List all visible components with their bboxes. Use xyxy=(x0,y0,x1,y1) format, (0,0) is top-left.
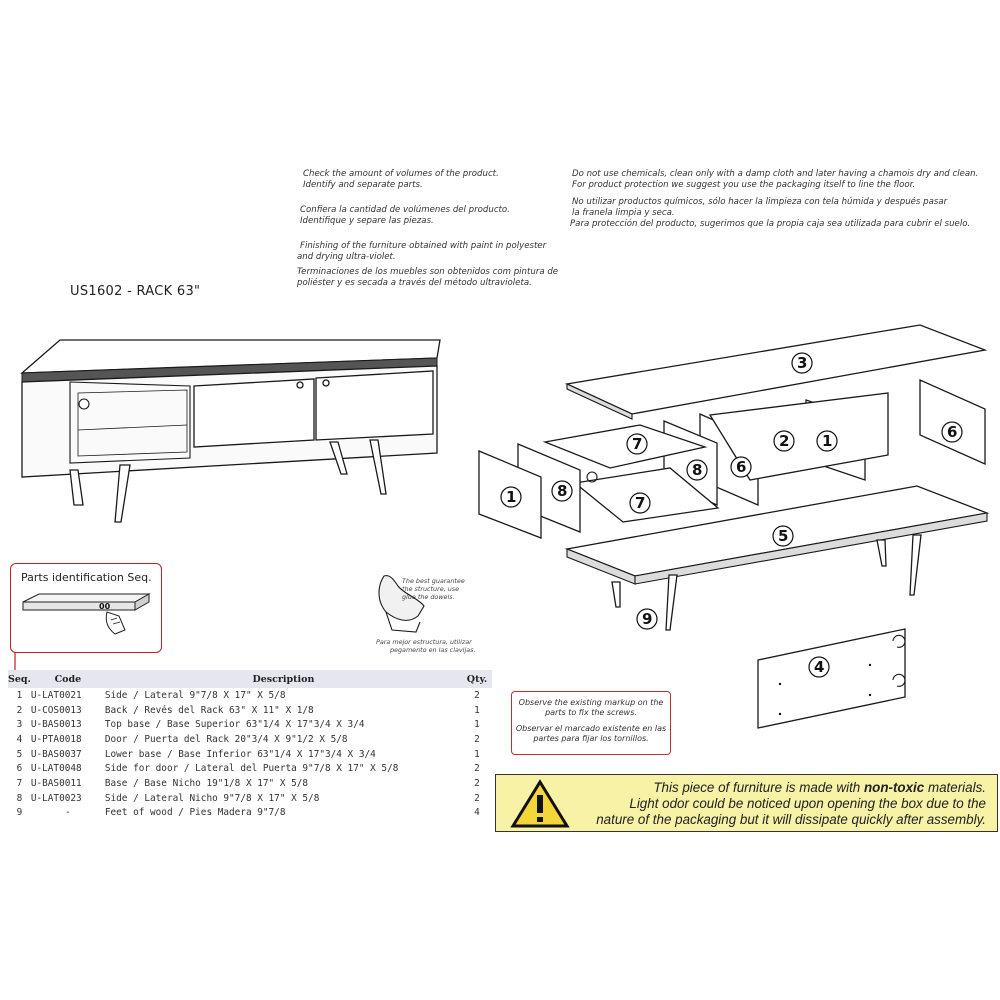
row-description: Side / Lateral 9"7/8 X 17" X 5/8 xyxy=(104,689,286,701)
part-badge-9 xyxy=(637,609,657,629)
part-badge-6-left xyxy=(731,457,751,477)
part-badge-1 xyxy=(501,487,521,507)
part-badge-7-label: 7 xyxy=(632,435,643,453)
warning-line1-bold: non-toxic xyxy=(863,780,925,795)
row-description: Side / Lateral Nicho 9"7/8 X 17" X 5/8 xyxy=(104,792,320,804)
part-badge-8 xyxy=(552,481,572,501)
glue-note-english xyxy=(402,577,465,601)
glue-note-spanish xyxy=(376,638,476,654)
row-code: U-BAS0037 xyxy=(30,748,82,760)
header-seq: Seq. xyxy=(8,670,31,688)
note-line: No utilizar productos químicos, sólo hacer la limpieza con tela húmida y después pasar xyxy=(572,197,948,207)
glue-note-line: The best guarantee xyxy=(402,577,465,585)
warning-icon xyxy=(510,779,570,829)
table-row xyxy=(8,747,492,762)
note-line: poliéster y es secada a través del método ultravioleta. xyxy=(297,278,532,288)
assembled-rack-drawing xyxy=(22,340,440,522)
row-qty: 2 xyxy=(474,763,480,775)
row-description: Back / Revés del Rack 63" X 11" X 1/8 xyxy=(104,704,314,716)
warning-line1-pre: This piece of furniture is made with xyxy=(653,780,864,795)
screw-note-line: Observe the existing markup on the xyxy=(518,698,664,707)
row-code: U-PTA0018 xyxy=(30,733,82,745)
note-line: Identify and separate parts. xyxy=(303,180,423,190)
warning-line1-post: materials. xyxy=(924,780,986,795)
header-code: Code xyxy=(31,670,105,688)
part-badge-6-right xyxy=(942,422,962,442)
row-code: U-COS0013 xyxy=(30,704,82,716)
note-line: Do not use chemicals, clean only with a damp cloth and later having a chamois dry and clean. xyxy=(572,169,979,179)
glue-note-line: glue the dowels. xyxy=(402,593,455,601)
product-title: US1602 - RACK 63" xyxy=(70,284,201,299)
row-code: U-BAS0011 xyxy=(30,777,82,789)
row-qty: 2 xyxy=(474,777,480,789)
non-toxic-warning xyxy=(495,774,998,832)
row-qty: 1 xyxy=(474,704,480,716)
table-header-row xyxy=(8,670,492,688)
row-code: U-LAT0023 xyxy=(30,792,82,804)
part-badge-6-label: 6 xyxy=(736,458,747,476)
row-seq: 4 xyxy=(16,733,23,745)
row-seq: 9 xyxy=(16,807,23,819)
table-row xyxy=(8,776,492,791)
parts-identification-box xyxy=(10,563,162,653)
part-badge-7-label: 7 xyxy=(635,494,646,512)
part-badge-2 xyxy=(774,431,794,451)
part-badge-4 xyxy=(809,657,829,677)
part-badge-5-label: 5 xyxy=(778,527,789,545)
row-seq: 5 xyxy=(16,748,23,760)
part-badge-9-label: 9 xyxy=(642,610,653,628)
glue-note-line: Para mejor estructura, utilizar xyxy=(376,638,472,646)
glue-note-line: pegamento en las clavijas. xyxy=(390,646,476,654)
exploded-view-drawing xyxy=(479,325,987,728)
part-badge-8-label: 8 xyxy=(692,461,703,479)
screw-note-line: partes para fijar los tornillos. xyxy=(533,734,649,743)
row-seq: 8 xyxy=(16,792,23,804)
warning-line3: nature of the packaging but it will dissipate quickly after assembly. xyxy=(596,812,986,827)
part-badge-8-right xyxy=(687,460,707,480)
row-seq: 1 xyxy=(16,689,23,701)
board-sample-drawing xyxy=(11,564,161,652)
table-row xyxy=(8,732,492,747)
row-qty: 1 xyxy=(474,748,480,760)
table-row xyxy=(8,791,492,806)
table-row xyxy=(8,761,492,776)
row-description: Door / Puerta del Rack 20"3/4 X 9"1/2 X 5/8 xyxy=(104,733,348,745)
row-code: - xyxy=(65,807,71,819)
note-line: Identifique y separe las piezas. xyxy=(300,216,434,226)
row-code: U-LAT0021 xyxy=(30,689,82,701)
part-badge-3-label: 3 xyxy=(797,354,808,372)
table-row xyxy=(8,703,492,718)
screw-markup-note xyxy=(511,691,671,755)
note-line: and drying ultra-violet. xyxy=(297,252,396,262)
row-qty: 2 xyxy=(474,689,480,701)
table-row xyxy=(8,806,492,821)
header-description: Description xyxy=(105,670,462,688)
sample-mark: 00 xyxy=(99,602,111,611)
parts-table xyxy=(8,670,492,820)
part-badge-4-label: 4 xyxy=(814,658,825,676)
row-description: Top base / Base Superior 63"1/4 X 17"3/4 X 3/4 xyxy=(104,719,365,731)
part-badge-5 xyxy=(773,526,793,546)
part-badge-2-label: 2 xyxy=(779,432,790,450)
glue-note-line: the structure, use xyxy=(402,585,460,593)
note-line: Finishing of the furniture obtained with paint in polyester xyxy=(300,241,547,251)
row-seq: 7 xyxy=(16,777,23,789)
note-line: la franela limpia y seca. xyxy=(572,208,675,218)
row-seq: 6 xyxy=(16,763,23,775)
row-description: Base / Base Nicho 19"1/8 X 17" X 5/8 xyxy=(104,777,309,789)
screw-note-line: parts to fix the screws. xyxy=(545,708,637,717)
note-line: For product protection we suggest you use the packaging itself to line the floor. xyxy=(572,180,916,190)
row-qty: 2 xyxy=(474,792,480,804)
part-badge-6-label: 6 xyxy=(947,423,958,441)
row-description: Lower base / Base Inferior 63"1/4 X 17"3/4 X 3/4 xyxy=(104,748,376,760)
row-code: U-LAT0048 xyxy=(30,763,82,775)
screw-note-line: Observar el marcado existente en las xyxy=(515,724,667,733)
note-line: Confiera la cantidad de volúmenes del producto. xyxy=(300,205,510,215)
part-badge-7-top xyxy=(627,434,647,454)
part-badge-7-bottom xyxy=(630,493,650,513)
note-line: Terminaciones de los muebles son obtenidos com pintura de xyxy=(297,267,559,277)
row-qty: 1 xyxy=(474,719,480,731)
row-qty: 2 xyxy=(474,733,480,745)
part-badge-8-label: 8 xyxy=(557,482,568,500)
part-badge-1-label: 1 xyxy=(822,432,833,450)
row-description: Side for door / Lateral del Puerta 9"7/8 X 17" X 5/8 xyxy=(104,763,399,775)
warning-line2: Light odor could be noticed upon opening the box due to the xyxy=(629,796,986,811)
row-description: Feet of wood / Pies Madera 9"7/8 xyxy=(104,807,286,819)
row-seq: 2 xyxy=(16,704,23,716)
table-row xyxy=(8,688,492,703)
note-line: Para protección del producto, sugerimos que la propia caja sea utilizada para cubrir el suelo. xyxy=(570,219,971,229)
part-badge-3 xyxy=(792,353,812,373)
warning-text xyxy=(576,780,986,828)
header-qty: Qty. xyxy=(462,670,492,688)
table-row xyxy=(8,717,492,732)
row-qty: 4 xyxy=(474,807,480,819)
part-badge-1-label: 1 xyxy=(506,488,517,506)
part-badge-1-right xyxy=(817,431,837,451)
note-line: Check the amount of volumes of the product. xyxy=(303,169,499,179)
row-seq: 3 xyxy=(16,719,23,731)
row-code: U-BAS0013 xyxy=(30,719,82,731)
parts-identification-label: Parts identification Seq. xyxy=(21,571,152,584)
